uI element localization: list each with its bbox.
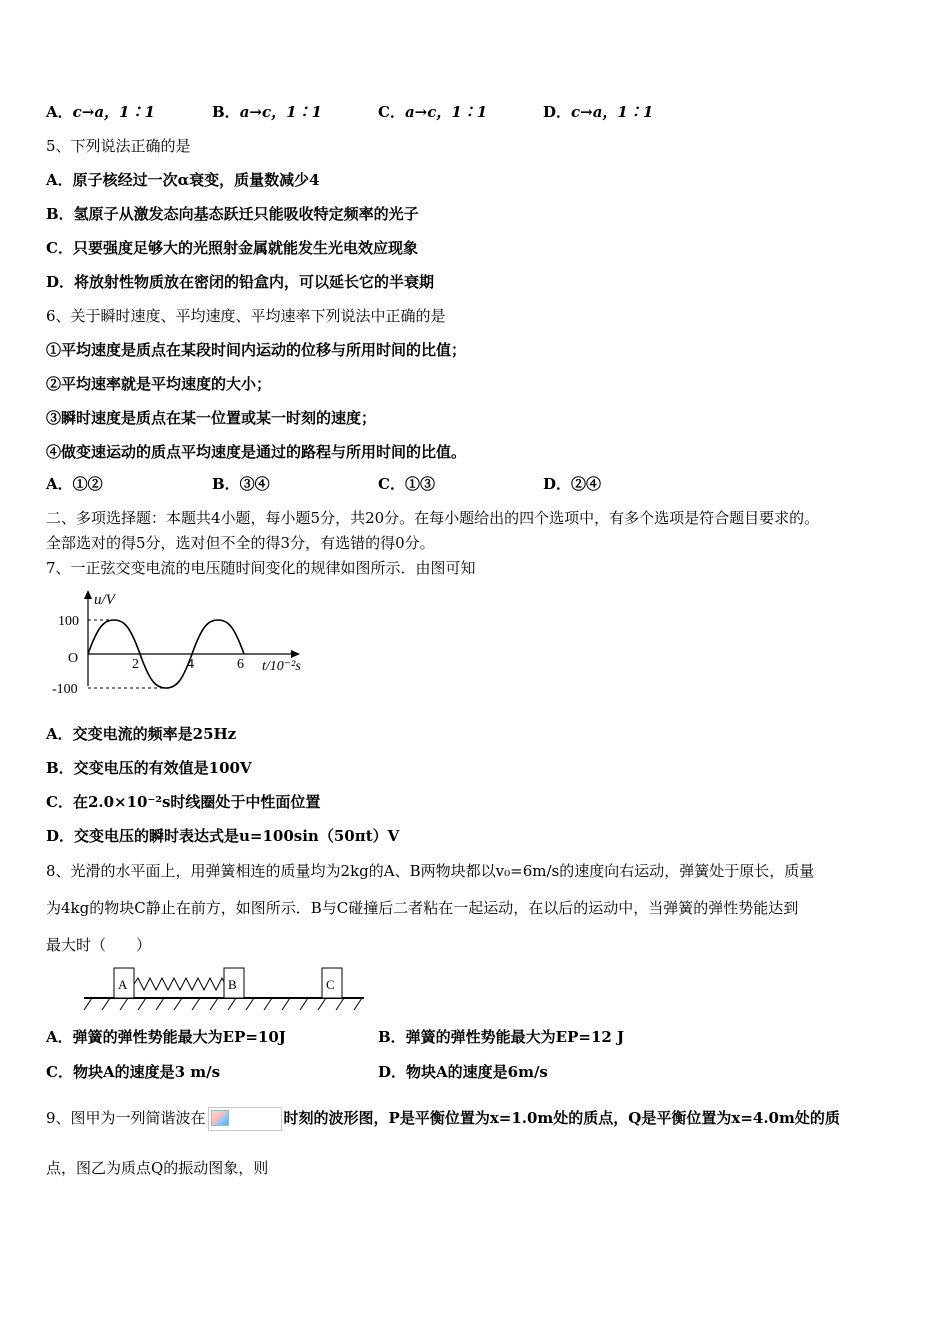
- q7-stem: 7、一正弦交变电流的电压随时间变化的规律如图所示．由图可知: [46, 559, 476, 577]
- q9-line2: 点，图乙为质点Q的振动图象，则: [46, 1159, 269, 1177]
- q8-option-b: B．弹簧的弹性势能最大为EP=12 J: [378, 1028, 625, 1046]
- q6-statement-2: ②平均速率就是平均速度的大小；: [46, 375, 272, 393]
- q8-blocks-diagram: [80, 964, 370, 1020]
- q4-option-c: C．a→c，1∶1: [378, 103, 488, 121]
- q8-line1: 8、光滑的水平面上，用弹簧相连的质量均为2kg的A、B两物块都以v₀=6m/s的速度向右运动，弹簧处于原长，质量: [46, 862, 815, 880]
- q6-statement-3: ③瞬时速度是质点在某一位置或某一时刻的速度；: [46, 409, 377, 427]
- q4-option-a: A．c→a，1∶1: [46, 103, 155, 121]
- y-min-label: -100: [52, 682, 78, 697]
- x-axis-arrow: [291, 650, 300, 658]
- q5-stem: 5、下列说法正确的是: [46, 137, 191, 155]
- q4-option-b: B．a→c，1∶1: [212, 103, 322, 121]
- q4-option-d: D．c→a，1∶1: [543, 103, 654, 121]
- q6-option-b: B．③④: [212, 475, 270, 493]
- q6-option-d: D．②④: [543, 475, 602, 493]
- broken-image-placeholder: [208, 1107, 282, 1131]
- q6-option-a: A．①②: [46, 475, 103, 493]
- q6-statement-4: ④做变速运动的质点平均速度是通过的路程与所用时间的比值。: [46, 443, 467, 461]
- q8-option-d: D．物块A的速度是6m/s: [378, 1063, 548, 1081]
- y-axis-label: u/V: [94, 592, 115, 608]
- q9-line1: [46, 1106, 840, 1131]
- q9-before: 9、图甲为一列简谐波在: [46, 1109, 206, 1127]
- block-b-label: B: [228, 977, 237, 992]
- q8-option-a: A．弹簧的弹性势能最大为EP=10J: [46, 1028, 286, 1046]
- q8-option-c: C．物块A的速度是3 m/s: [46, 1063, 221, 1081]
- image-icon: [211, 1110, 229, 1126]
- spring: [134, 978, 232, 990]
- x-tick-6: 6: [237, 657, 244, 672]
- origin-label: O: [68, 651, 79, 666]
- section2-line1: 二、多项选择题：本题共4小题，每小题5分，共20分。在每小题给出的四个选项中，有多个选项是符合题目要求的。: [46, 509, 820, 527]
- section2-line2: 全部选对的得5分，选对但不全的得3分，有选错的得0分。: [46, 534, 435, 552]
- q5-option-d: D．将放射性物质放在密闭的铅盒内，可以延长它的半衰期: [46, 273, 435, 291]
- q8-line3: 最大时（ ）: [46, 936, 152, 954]
- x-tick-2: 2: [132, 657, 139, 672]
- q6-statement-1: ①平均速度是质点在某段时间内运动的位移与所用时间的比值；: [46, 341, 467, 359]
- q8-line2: 为4kg的物块C静止在前方，如图所示．B与C碰撞后二者粘在一起运动，在以后的运动中，当弹簧的弹性势能达到: [46, 899, 799, 917]
- block-a-label: A: [118, 977, 128, 992]
- q5-option-c: C．只要强度足够大的光照射金属就能发生光电效应现象: [46, 239, 418, 257]
- q7-option-b: B．交变电压的有效值是100V: [46, 759, 252, 777]
- y-max-label: 100: [58, 614, 79, 629]
- q5-option-a: A．原子核经过一次α衰变，质量数减少4: [46, 171, 320, 189]
- q5-option-b: B．氢原子从激发态向基态跃迁只能吸收特定频率的光子: [46, 205, 419, 223]
- x-axis-label: t/10⁻²s: [262, 659, 301, 674]
- ground-hatch: [84, 998, 362, 1010]
- y-axis-arrow: [84, 590, 92, 599]
- q7-option-c: C．在2.0×10⁻²s时线圈处于中性面位置: [46, 793, 321, 811]
- block-c-label: C: [326, 977, 335, 992]
- q9-after: 时刻的波形图，P是平衡位置为x=1.0m处的质点，Q是平衡位置为x=4.0m处的质: [283, 1109, 840, 1127]
- q7-voltage-graph: [46, 586, 316, 706]
- q6-stem: 6、关于瞬时速度、平均速度、平均速率下列说法中正确的是: [46, 307, 446, 325]
- x-tick-4: 4: [187, 657, 194, 672]
- q7-option-d: D．交变电压的瞬时表达式是u=100sin（50πt）V: [46, 827, 400, 845]
- q7-option-a: A．交变电流的频率是25Hz: [46, 725, 237, 743]
- q6-option-c: C．①③: [378, 475, 435, 493]
